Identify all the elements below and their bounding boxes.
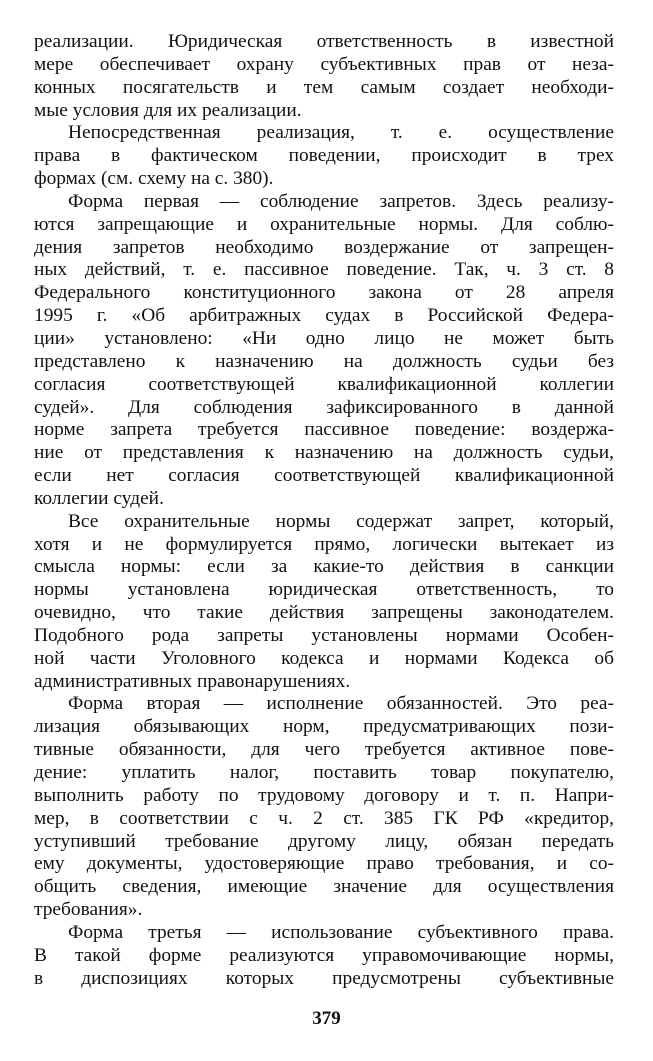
text-line: Форма первая — соблюдение запретов. Здесь реализу- (68, 190, 614, 212)
text-line: конных посягательств и тем самым создает необходи- (34, 76, 614, 98)
text-line: ной части Уголовного кодекса и нормами Кодекса об (34, 647, 614, 669)
text-line: лизация обязывающих норм, предусматривающих пози- (34, 716, 614, 738)
text-line: мер, в соответствии с ч. 2 ст. 385 ГК РФ «кредитор, (34, 807, 614, 829)
text-line: Непосредственная реализация, т. е. осуществление (68, 122, 614, 144)
text-line: мере обеспечивает охрану субъективных прав от неза- (34, 53, 614, 75)
text-line: Все охранительные нормы содержат запрет, который, (68, 510, 614, 532)
text-line: мые условия для их реализации. (34, 99, 302, 121)
text-line: в диспозициях которых предусмотрены субъективные (34, 967, 614, 989)
text-line: ются запрещающие и охранительные нормы. Для соблю- (34, 213, 614, 235)
text-line: административных правонарушениях. (34, 670, 351, 692)
text-line: общить сведения, имеющие значение для осуществления (34, 876, 614, 898)
text-line: если нет согласия соответствующей квалификационной (34, 465, 614, 487)
text-line: формах (см. схему на с. 380). (34, 168, 274, 190)
text-line: реализации. Юридическая ответственность в известной (34, 31, 614, 52)
text-line: ных действий, т. е. пассивное поведение. Так, ч. 3 ст. 8 (34, 259, 614, 281)
text-line: дения запретов необходимо воздержание от запрещен- (34, 236, 614, 258)
text-line: согласия соответствующей квалификационной коллегии (34, 373, 614, 395)
text-line: 1995 г. «Об арбитражных судах в Российской Федера- (34, 305, 614, 327)
text-line: ему документы, удостоверяющие право требования, и со- (34, 853, 614, 875)
text-line: дение: уплатить налог, поставить товар покупателю, (34, 762, 614, 783)
text-line: судей». Для соблюдения зафиксированного в данной (34, 396, 614, 418)
text-line: тивные обязанности, для чего требуется активное пове- (34, 739, 614, 761)
text-line: очевидно, что такие действия запрещены законодателем. (34, 602, 614, 624)
text-line: В такой форме реализуются управомочивающие нормы, (34, 944, 614, 966)
text-line: смысла нормы: если за какие-то действия в санкции (34, 556, 614, 578)
body-text (34, 31, 614, 990)
text-line: ние от представления к назначению на должность судьи, (34, 442, 614, 464)
text-line: норме запрета требуется пассивное поведение: воздержа- (34, 419, 614, 441)
page-number: 379 (312, 1008, 341, 1029)
text-line: уступивший требование другому лицу, обязан передать (34, 830, 614, 852)
text-line: хотя и не формулируется прямо, логически вытекает из (34, 533, 614, 555)
text-line: права в фактическом поведении, происходит в трех (34, 145, 614, 167)
text-line: Федерального конституционного закона от 28 апреля (34, 282, 614, 304)
text-line: требования». (34, 899, 143, 921)
text-line: ции» установлено: «Ни одно лицо не может быть (34, 327, 614, 349)
text-line: выполнить работу по трудовому договору и т. п. Напри- (34, 784, 614, 806)
text-line: представлено к назначению на должность судьи без (34, 350, 614, 372)
text-line: коллегии судей. (34, 487, 164, 509)
text-line: нормы установлена юридическая ответственность, то (34, 579, 614, 601)
text-line: Подобного рода запреты установлены нормами Особен- (34, 624, 614, 646)
text-line: Форма вторая — исполнение обязанностей. Это реа- (68, 693, 614, 715)
text-line: Форма третья — использование субъективного права. (68, 921, 614, 943)
